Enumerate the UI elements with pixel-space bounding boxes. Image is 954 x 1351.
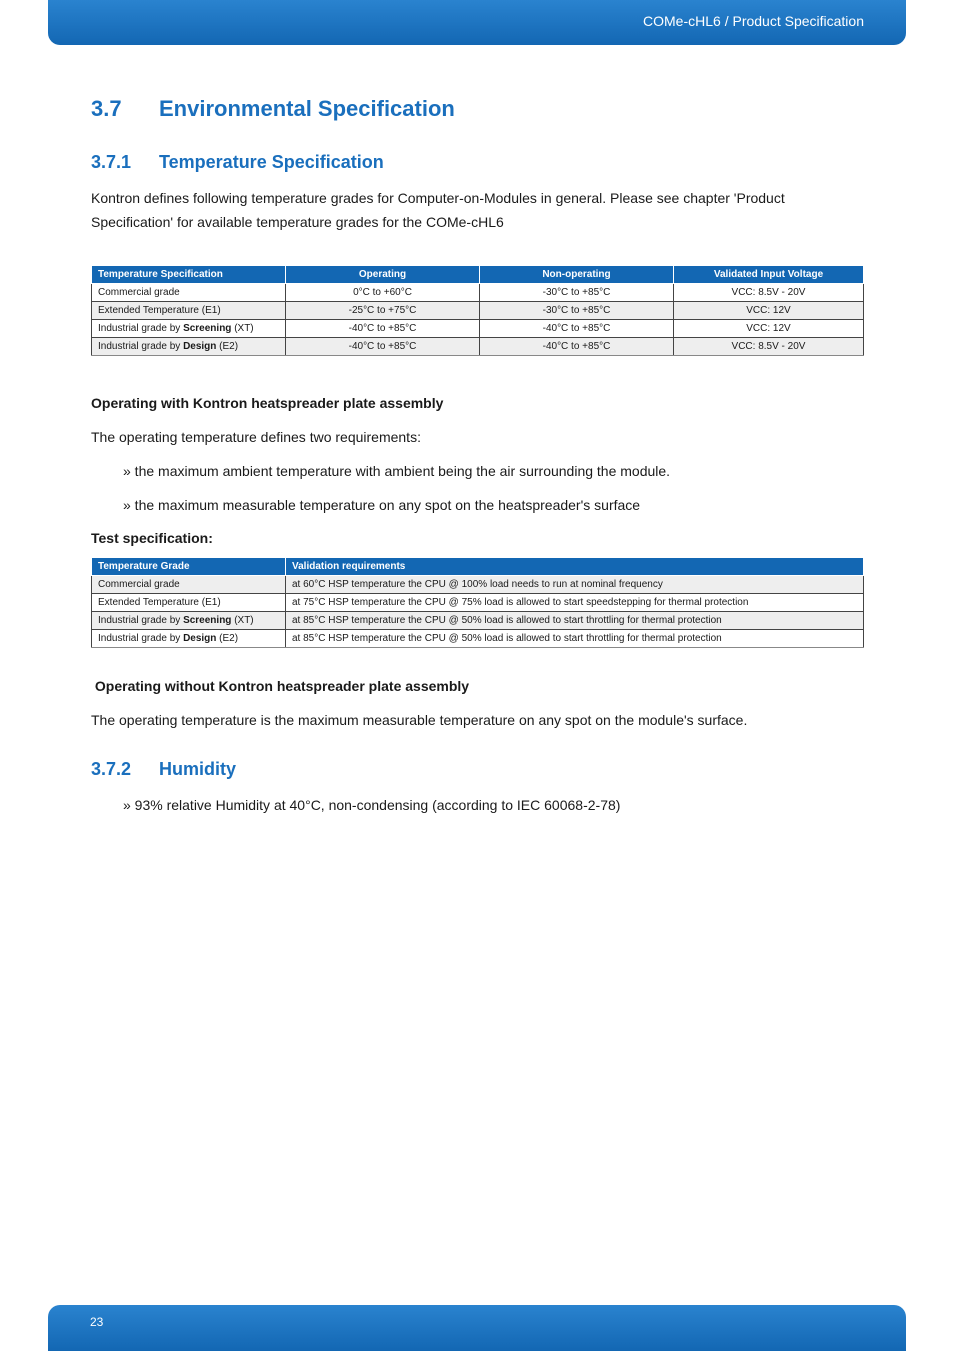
column-header: Temperature Specification bbox=[92, 266, 286, 284]
humidity-section-title: Humidity bbox=[159, 759, 237, 779]
operating-cell: 0°C to +60°C bbox=[286, 284, 480, 302]
test-specification-heading: Test specification: bbox=[91, 530, 213, 546]
operating-cell: -25°C to +75°C bbox=[286, 302, 480, 320]
document-title: COMe-cHL6 / Product Specification bbox=[643, 13, 864, 29]
non-operating-cell: -40°C to +85°C bbox=[480, 320, 674, 338]
grade-cell: Industrial grade by Design (E2) bbox=[92, 338, 286, 356]
table-row bbox=[92, 284, 864, 302]
column-header: Validation requirements bbox=[286, 558, 864, 576]
with-heatspreader-text: The operating temperature defines two requirements: bbox=[91, 429, 421, 445]
page-footer bbox=[48, 1305, 906, 1351]
temperature-heading bbox=[91, 152, 384, 173]
test-specification-table bbox=[91, 557, 864, 648]
section-number: 3.7 bbox=[91, 96, 122, 121]
section-title: Environmental Specification bbox=[159, 96, 455, 121]
requirement-cell: at 85°C HSP temperature the CPU @ 50% load is allowed to start throttling for thermal protection bbox=[286, 612, 864, 630]
requirement-cell: at 85°C HSP temperature the CPU @ 50% load is allowed to start throttling for thermal protection bbox=[286, 630, 864, 648]
table-row bbox=[92, 338, 864, 356]
requirement-cell: at 60°C HSP temperature the CPU @ 100% load needs to run at nominal frequency bbox=[286, 576, 864, 594]
table-row bbox=[92, 302, 864, 320]
grade-cell: Extended Temperature (E1) bbox=[92, 302, 286, 320]
voltage-cell: VCC: 8.5V - 20V bbox=[674, 338, 864, 356]
page-header bbox=[48, 0, 906, 45]
grade-cell: Industrial grade by Screening (XT) bbox=[92, 320, 286, 338]
humidity-section-number: 3.7.2 bbox=[91, 759, 132, 779]
voltage-cell: VCC: 8.5V - 20V bbox=[674, 284, 864, 302]
non-operating-cell: -30°C to +85°C bbox=[480, 284, 674, 302]
humidity-bullet: » 93% relative Humidity at 40°C, non-condensing (according to IEC 60068-2-78) bbox=[123, 797, 621, 813]
operating-cell: -40°C to +85°C bbox=[286, 320, 480, 338]
operating-cell: -40°C to +85°C bbox=[286, 338, 480, 356]
grade-cell: Extended Temperature (E1) bbox=[92, 594, 286, 612]
table-row bbox=[92, 576, 864, 594]
table-row bbox=[92, 320, 864, 338]
voltage-cell: VCC: 12V bbox=[674, 320, 864, 338]
column-header: Validated Input Voltage bbox=[674, 266, 864, 284]
column-header: Temperature Grade bbox=[92, 558, 286, 576]
grade-cell: Industrial grade by Screening (XT) bbox=[92, 612, 286, 630]
column-header: Operating bbox=[286, 266, 480, 284]
table-row bbox=[92, 612, 864, 630]
temperature-section-number: 3.7.1 bbox=[91, 152, 132, 172]
page-number: 23 bbox=[90, 1315, 104, 1329]
table-row bbox=[92, 594, 864, 612]
grade-cell: Industrial grade by Design (E2) bbox=[92, 630, 286, 648]
with-heatspreader-heading: Operating with Kontron heatspreader plate assembly bbox=[91, 395, 444, 411]
column-header: Non-operating bbox=[480, 266, 674, 284]
table-row bbox=[92, 630, 864, 648]
requirement-bullet: » the maximum measurable temperature on any spot on the heatspreader's surface bbox=[123, 497, 641, 513]
intro-paragraph: Kontron defines following temperature grades for Computer-on-Modules in general. Please see chapter 'Product Specification' for available temperature grades for the COMe-cHL6 bbox=[91, 190, 785, 230]
temperature-table-header bbox=[92, 266, 864, 284]
without-heatspreader-text: The operating temperature is the maximum measurable temperature on any spot on the module's surface. bbox=[91, 712, 748, 728]
voltage-cell: VCC: 12V bbox=[674, 302, 864, 320]
non-operating-cell: -40°C to +85°C bbox=[480, 338, 674, 356]
section-heading bbox=[91, 96, 455, 122]
temperature-table bbox=[91, 265, 864, 356]
non-operating-cell: -30°C to +85°C bbox=[480, 302, 674, 320]
humidity-heading bbox=[91, 759, 236, 780]
grade-cell: Commercial grade bbox=[92, 576, 286, 594]
grade-cell: Commercial grade bbox=[92, 284, 286, 302]
requirement-bullet: » the maximum ambient temperature with ambient being the air surrounding the module. bbox=[123, 463, 671, 479]
requirement-cell: at 75°C HSP temperature the CPU @ 75% load is allowed to start speedstepping for thermal protection bbox=[286, 594, 864, 612]
temperature-section-title: Temperature Specification bbox=[159, 152, 384, 172]
without-heatspreader-heading: Operating without Kontron heatspreader plate assembly bbox=[91, 678, 470, 694]
test-table-header bbox=[92, 558, 864, 576]
